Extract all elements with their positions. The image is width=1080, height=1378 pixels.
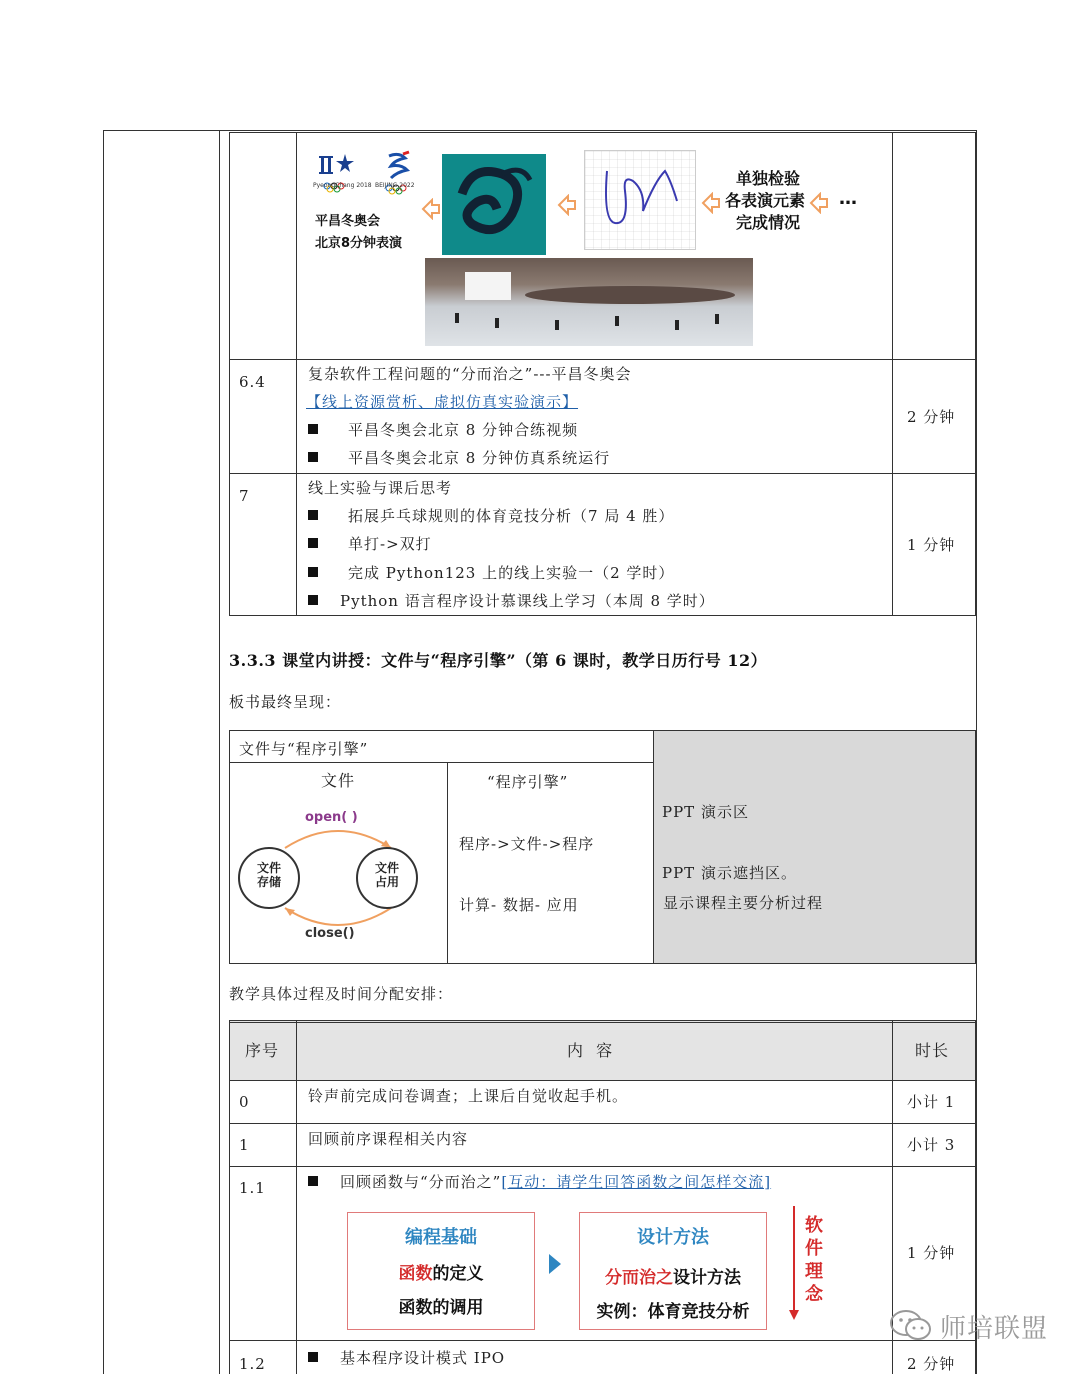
outer-left-border [103, 130, 104, 1374]
box-right-line1: 分而治之设计方法 [605, 1268, 741, 1288]
box-left-line1: 函数的定义 [398, 1264, 484, 1284]
bullet-icon [308, 567, 318, 577]
row-6-4-time: 2 分钟 [907, 408, 956, 426]
wechat-icon [888, 1308, 934, 1346]
process-label: 教学具体过程及时间分配安排： [229, 985, 454, 1003]
row-6-4-item-1: 平昌冬奥会北京 8 分钟合练视频 [308, 416, 578, 444]
header-time: 时长 [915, 1041, 950, 1060]
outer-right-border [976, 130, 977, 1374]
beijing-logo-text: BEIJING 2022 [375, 182, 415, 189]
header-content: 内 容 [567, 1041, 614, 1060]
pyeongchang-logo-text: PyeongChang 2018 [313, 182, 372, 189]
grid-sketch-image [584, 150, 696, 250]
right-circle-label: 文件 占用 [374, 861, 399, 889]
close-label: close() [305, 926, 355, 941]
row-7-item-1: 拓展乒乓球规则的体育竞技分析（7 局 4 胜） [308, 502, 674, 530]
box-right-line2: 实例：体育竞技分析 [596, 1302, 750, 1322]
design-method-box [579, 1212, 767, 1330]
row-0-content: 铃声前完成问卷调查；上课后自觉收起手机。 [308, 1087, 629, 1105]
orange-arrow-icon [809, 192, 829, 218]
header-num: 序号 [245, 1041, 280, 1060]
dragon-image [442, 154, 546, 255]
row-0-time: 小计 1 [907, 1093, 956, 1111]
box-right-title: 设计方法 [637, 1227, 709, 1248]
orange-arrow-icon [421, 198, 441, 224]
row-1-content: 回顾前序课程相关内容 [308, 1130, 469, 1148]
orange-arrow-icon [557, 194, 577, 220]
board-label: 板书最终呈现： [229, 693, 342, 711]
left-circle-label: 文件 存储 [256, 861, 281, 889]
check-line2: 各表演元素 [725, 191, 806, 210]
board-col2-line2: 计算- 数据- 应用 [459, 896, 579, 914]
row-7-item-2: 单打->双打 [308, 530, 432, 558]
blue-arrow-icon [547, 1252, 563, 1280]
bullet-icon [308, 1352, 318, 1362]
row-1-1-num: 1.1 [239, 1179, 266, 1197]
bullet-icon [308, 424, 318, 434]
orange-arrow-icon [701, 192, 721, 218]
row-6-4-item-2: 平昌冬奥会北京 8 分钟仿真系统运行 [308, 444, 610, 472]
board-table [229, 730, 976, 964]
row-7-title: 线上实验与课后思考 [308, 479, 453, 497]
ppt-panel [653, 730, 975, 964]
box-left-title: 编程基础 [405, 1227, 477, 1248]
row-1-2-text: 基本程序设计模式 IPO [308, 1344, 505, 1372]
ppt-line1: PPT 演示区 [662, 803, 749, 821]
red-down-arrow-icon [789, 1206, 799, 1326]
board-col2-line1: 程序->文件->程序 [459, 835, 595, 853]
row-7-item-3: 完成 Python123 上的线上实验一（2 学时） [308, 559, 674, 587]
check-line1: 单独检验 [736, 169, 801, 188]
pyeongchang-logo [315, 152, 367, 196]
process-table [229, 1020, 976, 1374]
row-1-1-link[interactable]: [互动：请学生回答函数之间怎样交流] [501, 1173, 772, 1191]
row-1-time: 小计 3 [907, 1136, 956, 1154]
row-1-2-time: 2 分钟 [907, 1355, 956, 1373]
row-1-2-num: 1.2 [239, 1355, 266, 1373]
watermark-text: 师培联盟 [940, 1314, 1049, 1344]
ellipsis: … [839, 188, 857, 209]
row-1-1-time: 1 分钟 [907, 1244, 956, 1262]
box-left-line2: 函数的调用 [398, 1298, 484, 1318]
row-6-4-link[interactable]: 【线上资源赏析、虚拟仿真实验演示】 [306, 393, 579, 411]
ppt-line2: PPT 演示遮挡区。 [662, 864, 797, 882]
bullet-icon [308, 1176, 318, 1186]
section-heading: 3.3.3 课堂内讲授：文件与“程序引擎”（第 6 课时，教学日历行号 12） [229, 651, 768, 670]
board-col1-header: 文件 [321, 771, 356, 790]
beijing-logo [379, 150, 419, 196]
row-7-num: 7 [239, 487, 250, 505]
caption-line1: 平昌冬奥会 [315, 214, 381, 229]
inner-left-border [219, 130, 220, 1374]
upper-table [229, 130, 976, 616]
bullet-icon [308, 538, 318, 548]
bullet-icon [308, 510, 318, 520]
row-6-4-title: 复杂软件工程问题的“分而治之”---平昌冬奥会 [308, 365, 632, 383]
bullet-icon [308, 452, 318, 462]
caption-line2: 北京8分钟表演 [315, 236, 403, 251]
row-1-num: 1 [239, 1136, 250, 1154]
board-title: 文件与“程序引擎” [239, 740, 369, 758]
vertical-label: 软件理念 [805, 1215, 823, 1305]
ppt-line3: 显示课程主要分析过程 [663, 894, 824, 912]
row-0-num: 0 [239, 1093, 250, 1111]
row-7-time: 1 分钟 [907, 536, 956, 554]
stadium-photo [425, 258, 753, 346]
check-line3: 完成情况 [736, 213, 801, 232]
row-7-item-4: Python 语言程序设计慕课线上学习（本周 8 学时） [308, 587, 715, 615]
programming-basics-box [347, 1212, 535, 1330]
open-label: open( ) [305, 810, 358, 825]
row-1-1-text: 回顾函数与“分而治之”[互动：请学生回答函数之间怎样交流] [308, 1168, 771, 1196]
bullet-icon [308, 595, 318, 605]
olympics-figure [309, 144, 879, 349]
board-col2-header: “程序引擎” [487, 773, 569, 791]
row-6-4-num: 6.4 [239, 373, 266, 391]
